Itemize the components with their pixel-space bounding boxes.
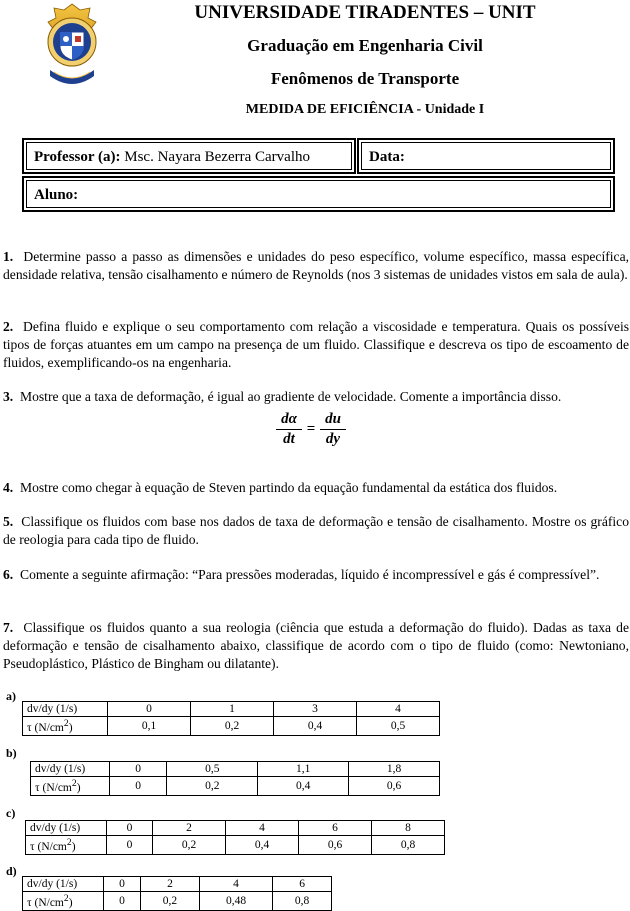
table-c — [25, 820, 445, 855]
equation-equals: = — [306, 421, 316, 437]
table-row: τ $(N/cm^2)$ 0,1 0,2 0,4 0,5 — [23, 717, 440, 736]
equation-left-fraction: dα dt — [276, 411, 302, 448]
table-row: dv/dy (1/s) 0 2 4 6 — [23, 877, 332, 892]
question-6: 6. Comente a seguinte afirmação: “Para pressões moderadas, líquido é incompressível e gás é compressível”. — [3, 567, 600, 582]
professor-name: Msc. Nayara Bezerra Carvalho — [124, 149, 310, 165]
university-title: UNIVERSIDADE TIRADENTES – UNIT — [194, 2, 536, 23]
question-1: 1. Determine passo a passo as dimensões e unidades do peso específico, volume específico, massa específica, densidade relativa, tensão cisalhamento e número de Reynolds (nos 3 sistemas de unidades vistos em sala de aula). — [3, 249, 630, 282]
exam-title: MEDIDA DE EFICIÊNCIA - Unidade I — [245, 102, 485, 117]
table-row: dv/dy (1/s) 0 1 3 4 — [23, 702, 440, 717]
equation-right-fraction: du dy — [320, 411, 346, 448]
course-title: Graduação em Engenharia Civil — [247, 36, 483, 55]
student-box[interactable] — [22, 176, 615, 212]
date-label: Data: — [369, 149, 405, 165]
question-5: 5. Classifique os fluidos com base nos dados de taxa de deformação e tensão de cisalhamento. Mostre os gráfico de reologia para cada tipo de fluido. — [3, 514, 630, 547]
question-7: 7. Classifique os fluidos quanto a sua reologia (ciência que estuda a deformação do fluido). Dadas as taxa de deformação e tensão de cisalhamento abaixo, classifique de acordo com o tipo de fluido (como: Newtoniano, Pseudoplástico, Plástico de Bingham ou dilatante). — [3, 620, 629, 671]
table-row: τ $(N/cm^2)$ 0 0,2 0,4 0,6 0,8 — [26, 836, 445, 855]
student-label: Aluno: — [34, 187, 79, 203]
table-a — [22, 701, 440, 736]
table-b-label: b) — [6, 746, 17, 760]
professor-box — [22, 138, 356, 174]
date-box[interactable] — [357, 138, 615, 174]
table-d — [22, 876, 332, 911]
table-row: τ $(N/cm^2)$ 0 0,2 0,4 0,6 — [31, 777, 440, 796]
table-b — [30, 761, 440, 796]
subject-title: Fenômenos de Transporte — [270, 69, 460, 88]
question-3: 3. Mostre que a taxa de deformação, é igual ao gradiente de velocidade. Comente a importância disso. — [3, 389, 562, 404]
professor-label: Professor (a): — [34, 149, 121, 165]
table-a-label: a) — [6, 689, 16, 703]
table-row: dv/dy (1/s) 0 2 4 6 8 — [26, 821, 445, 836]
table-c-label: c) — [6, 806, 16, 820]
university-seal-logo — [40, 2, 104, 92]
table-d-label: d) — [6, 864, 17, 878]
question-2: 2. Defina fluido e explique o seu comportamento com relação a viscosidade e temperatura. Quais os possíveis tipos de forças atuantes em um campo na presença de um fluido. Classifique e descreva os tipo de escoamento de fluidos, exemplificando-os na engenharia. — [3, 319, 630, 370]
table-row: dv/dy (1/s) 0 0,5 1,1 1,8 — [31, 762, 440, 777]
table-row: τ $(N/cm^2)$ 0 0,2 0,48 0,8 — [23, 892, 332, 911]
question-4: 4. Mostre como chegar à equação de Steven partindo da equação fundamental da estática dos fluidos. — [3, 480, 558, 495]
